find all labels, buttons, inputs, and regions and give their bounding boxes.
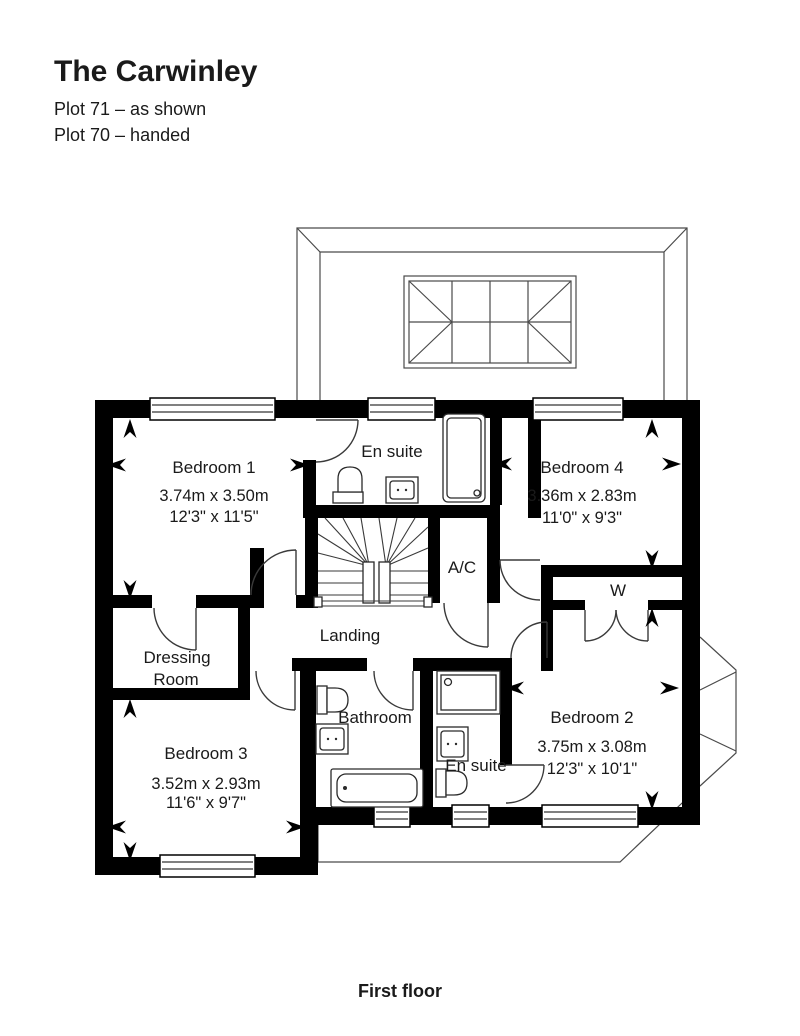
door-dressing: [154, 608, 196, 650]
plot-71-label: Plot 71 – as shown: [54, 99, 207, 119]
door-bedroom4: [500, 560, 540, 600]
room-dim-metric: 3.75m x 3.08m: [537, 738, 647, 756]
door-ensuite1: [316, 420, 358, 462]
room-dim-imperial: 12'3" x 11'5": [169, 508, 259, 526]
basin-ensuite1: [386, 477, 418, 503]
room-name-line2: Room: [153, 670, 199, 689]
room-dim-imperial: 12'3" x 10'1": [546, 760, 638, 778]
roof-lantern: [404, 276, 576, 368]
room-dim-imperial: 11'6" x 9'7": [165, 794, 247, 812]
arrow-icon: [646, 419, 659, 438]
room-dim-metric: 3.52m x 2.93m: [151, 775, 261, 793]
room-bedroom-2: [537, 708, 646, 778]
room-dim-imperial: 11'0" x 9'3": [541, 509, 623, 527]
shower-ensuite2: [437, 671, 500, 714]
door-ac: [444, 603, 488, 647]
window-bedroom1: [150, 398, 275, 420]
arrow-icon: [660, 682, 679, 695]
shower-ensuite1: [443, 414, 485, 502]
window-bedroom4: [533, 398, 623, 420]
room-landing-label: Landing: [319, 626, 381, 645]
door-bathroom: [374, 671, 413, 710]
bay-roof-outline: [700, 637, 736, 786]
room-name: Bedroom 1: [172, 458, 256, 477]
header: [54, 55, 258, 145]
arrow-icon: [124, 699, 137, 718]
door-bedroom3: [256, 671, 295, 710]
arrow-icon: [124, 419, 137, 438]
window-bedroom3: [160, 855, 255, 877]
page-title: The Carwinley: [54, 55, 258, 88]
stairs: [314, 518, 432, 607]
arrow-icon: [662, 458, 681, 471]
room-bathroom-label: Bathroom: [338, 708, 412, 727]
plot-70-label: Plot 70 – handed: [54, 125, 191, 145]
roof-outline-top: [297, 228, 687, 400]
room-ensuite-2-label: En suite: [445, 756, 507, 775]
room-name: Bedroom 4: [540, 458, 624, 477]
bathtub: [331, 769, 423, 807]
room-name-line1: Dressing: [143, 648, 211, 667]
window-ensuite2: [452, 805, 489, 827]
toilet-ensuite1: [333, 467, 363, 503]
room-bedroom-1: [159, 458, 268, 526]
room-dim-metric: 3.36m x 2.83m: [527, 487, 637, 505]
room-bedroom-4: [527, 458, 636, 527]
window-bathroom: [374, 805, 410, 827]
room-dim-metric: 3.74m x 3.50m: [159, 487, 269, 505]
room-ac-label: A/C: [447, 558, 477, 577]
floor-caption: First floor: [358, 981, 442, 1001]
window-bedroom2: [542, 805, 638, 827]
room-bedroom-3: [151, 744, 260, 812]
door-ensuite2: [506, 765, 544, 803]
door-wardrobe-right: [616, 610, 648, 641]
fixtures: [316, 414, 500, 807]
room-name: Bedroom 2: [550, 708, 634, 727]
room-ensuite-1-label: En suite: [361, 442, 423, 461]
basin-bathroom: [316, 724, 348, 754]
room-wardrobe-label: W: [609, 581, 627, 600]
window-ensuite1: [368, 398, 435, 420]
room-name: Bedroom 3: [164, 744, 248, 763]
room-dressing: [143, 648, 210, 689]
door-wardrobe-left: [585, 610, 616, 641]
